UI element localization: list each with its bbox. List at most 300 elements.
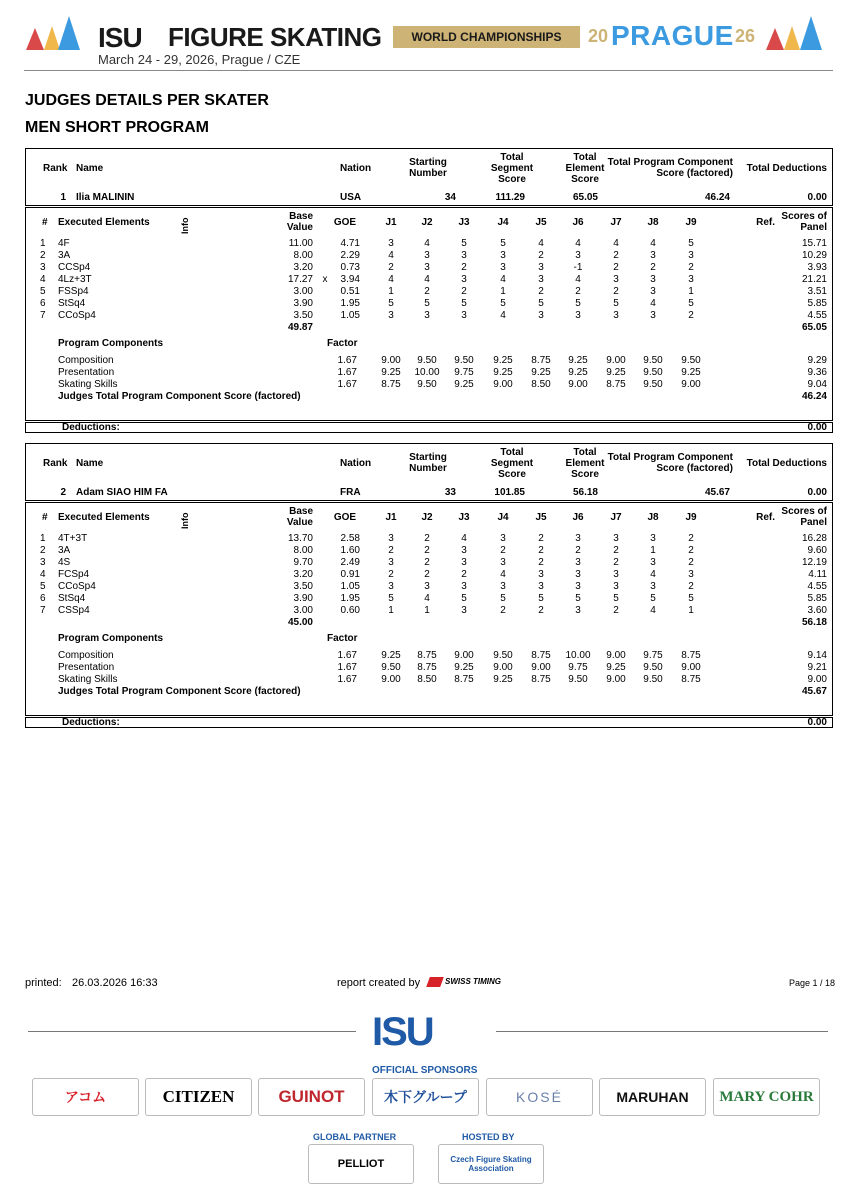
element-judge-score: 2 [424, 545, 430, 556]
element-judge-score: 4 [650, 298, 656, 309]
element-judge-score: 5 [461, 298, 467, 309]
component-judge-score: 9.50 [643, 379, 663, 390]
deductions-box [25, 422, 833, 433]
year-prefix: 20 [588, 26, 609, 46]
element-goe: 0.73 [340, 262, 360, 273]
element-panel-score: 4.55 [807, 310, 827, 321]
element-base-value: 11.00 [288, 238, 313, 249]
component-judge-score: 8.75 [417, 650, 437, 661]
component-judge-score: 9.25 [493, 367, 513, 378]
element-base-value: 3.00 [293, 605, 313, 616]
total-element-score: 56.18 [572, 487, 598, 498]
total-segment-score: 101.85 [494, 487, 525, 498]
element-judge-score: 3 [388, 581, 394, 592]
element-goe: 2.58 [340, 533, 360, 544]
element-judge-score: 4 [575, 238, 581, 249]
starting-number: 34 [444, 192, 456, 203]
brand-title: FIGURE SKATING [168, 22, 382, 52]
skater-nation: FRA [340, 487, 361, 498]
element-judge-score: 2 [688, 262, 694, 273]
element-judge-score: 3 [650, 557, 656, 568]
component-judge-score: 9.25 [681, 367, 701, 378]
component-judge-score: 9.50 [381, 662, 401, 673]
component-judge-score: 9.25 [381, 367, 401, 378]
element-judge-score: 2 [538, 533, 544, 544]
tes-header-3: Score [571, 174, 599, 185]
element-base-value: 3.50 [293, 310, 313, 321]
component-score: 9.04 [807, 379, 827, 390]
element-judge-score: 1 [688, 286, 694, 297]
element-code: 4T+3T [58, 533, 88, 544]
element-base-value: 3.00 [293, 286, 313, 297]
pcs-header: Total Program Component [607, 157, 733, 168]
element-judge-score: 4 [650, 569, 656, 580]
component-judge-score: 9.00 [454, 650, 474, 661]
judge-header: J4 [497, 512, 509, 523]
element-base-value: 8.00 [293, 545, 313, 556]
element-judge-score: -1 [573, 262, 583, 273]
element-judge-score: 5 [688, 593, 694, 604]
base-value-total: 45.00 [287, 617, 313, 628]
number-header: Number [409, 463, 447, 474]
element-judge-score: 2 [613, 605, 619, 616]
info-header: Info [180, 217, 190, 234]
element-index: 2 [40, 250, 46, 261]
element-judge-score: 3 [650, 286, 656, 297]
starting-header: Starting [409, 452, 447, 463]
name-header: Name [76, 163, 104, 174]
element-judge-score: 1 [500, 286, 506, 297]
element-judge-score: 3 [538, 274, 544, 285]
element-judge-score: 3 [388, 557, 394, 568]
element-judge-score: 3 [461, 557, 467, 568]
component-judge-score: 9.50 [417, 355, 437, 366]
element-judge-score: 2 [538, 605, 544, 616]
event-badge: WORLD CHAMPIONSHIPS [393, 26, 580, 48]
component-judge-score: 9.00 [606, 650, 626, 661]
element-judge-score: 4 [424, 593, 430, 604]
tss-header-3: Score [498, 174, 526, 185]
ded-header: Total Deductions [746, 163, 827, 174]
element-panel-score: 4.55 [807, 581, 827, 592]
element-index: 6 [40, 298, 46, 309]
element-panel-score: 3.93 [807, 262, 827, 273]
element-judge-score: 3 [538, 310, 544, 321]
element-judge-score: 4 [461, 533, 467, 544]
deductions-label: Deductions: [62, 422, 120, 433]
tss-header: Total [500, 447, 524, 458]
component-judge-score: 9.75 [643, 650, 663, 661]
element-judge-score: 3 [575, 533, 581, 544]
element-judge-score: 2 [575, 286, 581, 297]
total-pcs: 46.24 [704, 192, 730, 203]
element-judge-score: 4 [500, 274, 506, 285]
element-index: 7 [40, 605, 46, 616]
right-triangles-icon [766, 28, 784, 50]
component-judge-score: 8.50 [417, 674, 437, 685]
component-judge-score: 9.50 [454, 355, 474, 366]
base-value-header-2: Value [286, 222, 313, 233]
sponsor-kose: KOSÉ [486, 1078, 593, 1116]
element-judge-score: 5 [388, 298, 394, 309]
element-judge-score: 5 [538, 593, 544, 604]
tes-header-3: Score [571, 469, 599, 480]
element-goe: 1.95 [340, 298, 360, 309]
element-base-value: 3.20 [293, 262, 313, 273]
element-judge-score: 5 [688, 238, 694, 249]
component-name: Composition [58, 355, 114, 366]
judge-header: J4 [497, 217, 509, 228]
element-judge-score: 2 [688, 557, 694, 568]
info-header: Info [180, 512, 190, 529]
component-judge-score: 10.00 [414, 367, 440, 378]
skater-name: Ilia MALININ [76, 192, 135, 203]
element-base-value: 13.70 [287, 533, 313, 544]
element-judge-score: 3 [461, 310, 467, 321]
element-code: StSq4 [58, 593, 86, 604]
element-judge-score: 3 [688, 569, 694, 580]
executed-elements-header: Executed Elements [58, 512, 150, 523]
element-judge-score: 2 [424, 569, 430, 580]
element-judge-score: 2 [388, 262, 394, 273]
element-judge-score: 2 [688, 533, 694, 544]
element-judge-score: 3 [575, 569, 581, 580]
component-judge-score: 9.00 [606, 674, 626, 685]
scores-of-panel-header-2: Panel [800, 222, 827, 233]
judges-total-value: 45.67 [801, 686, 827, 697]
component-score: 9.29 [807, 355, 827, 366]
col-number-header: # [42, 217, 48, 228]
pcs-header-2: Score (factored) [656, 463, 733, 474]
component-judge-score: 9.25 [454, 662, 474, 673]
page-number: Page 1 / 18 [789, 978, 836, 988]
element-judge-score: 4 [424, 238, 430, 249]
element-judge-score: 3 [424, 250, 430, 261]
tes-total: 65.05 [801, 322, 827, 333]
pcs-header: Total Program Component [607, 452, 733, 463]
goe-header: GOE [333, 217, 357, 228]
element-code: 3A [58, 545, 71, 556]
element-judge-score: 5 [613, 298, 619, 309]
element-judge-score: 2 [424, 557, 430, 568]
element-goe: 1.05 [340, 310, 360, 321]
element-judge-score: 3 [388, 238, 394, 249]
component-name: Presentation [58, 662, 115, 673]
judge-header: J6 [572, 512, 584, 523]
total-deductions: 0.00 [807, 192, 827, 203]
swiss-timing-logo: SWISS TIMING [428, 977, 501, 987]
element-goe: 1.60 [340, 545, 360, 556]
component-factor: 1.67 [337, 379, 357, 390]
element-judge-score: 3 [500, 250, 506, 261]
element-judge-score: 2 [538, 250, 544, 261]
sponsor-maruhan: MARUHAN [599, 1078, 706, 1116]
element-judge-score: 4 [575, 274, 581, 285]
total-element-score: 65.05 [572, 192, 598, 203]
element-code: StSq4 [58, 298, 86, 309]
element-code: FCSp4 [58, 569, 90, 580]
element-judge-score: 5 [500, 238, 506, 249]
element-judge-score: 2 [613, 250, 619, 261]
executed-elements-header: Executed Elements [58, 217, 150, 228]
component-judge-score: 8.75 [381, 379, 401, 390]
isu-footer-logo: ISU [372, 1010, 433, 1054]
element-goe: 1.95 [340, 593, 360, 604]
element-panel-score: 9.60 [807, 545, 827, 556]
component-name: Skating Skills [58, 379, 118, 390]
judge-header: J1 [385, 217, 397, 228]
element-goe: 0.91 [340, 569, 360, 580]
element-judge-score: 3 [688, 274, 694, 285]
component-judge-score: 9.25 [381, 650, 401, 661]
element-judge-score: 3 [538, 581, 544, 592]
number-header: Number [409, 168, 447, 179]
element-judge-score: 3 [500, 533, 506, 544]
element-judge-score: 3 [650, 581, 656, 592]
sponsor-acom: アコム [32, 1078, 139, 1116]
element-index: 1 [40, 238, 46, 249]
judge-header: J2 [421, 217, 433, 228]
component-judge-score: 8.75 [681, 674, 701, 685]
element-judge-score: 2 [538, 286, 544, 297]
base-value-header-2: Value [286, 517, 313, 528]
element-judge-score: 5 [424, 298, 430, 309]
element-base-value: 17.27 [287, 274, 313, 285]
ref-header: Ref. [756, 217, 775, 228]
component-judge-score: 9.00 [568, 379, 588, 390]
element-judge-score: 2 [688, 545, 694, 556]
pcs-header-2: Score (factored) [656, 168, 733, 179]
element-judge-score: 5 [575, 593, 581, 604]
official-sponsors-label: OFFICIAL SPONSORS [372, 1065, 478, 1076]
hosted-by-label: HOSTED BY [462, 1132, 515, 1142]
component-judge-score: 9.75 [568, 662, 588, 673]
element-judge-score: 3 [461, 274, 467, 285]
element-judge-score: 4 [613, 238, 619, 249]
element-code: 4F [58, 238, 70, 249]
component-factor: 1.67 [337, 367, 357, 378]
deductions-label: Deductions: [62, 717, 120, 728]
component-judge-score: 9.50 [643, 674, 663, 685]
element-base-value: 3.20 [293, 569, 313, 580]
event-dates: March 24 - 29, 2026, Prague / CZE [98, 52, 301, 67]
partner-pelliot: PELLIOT [308, 1144, 414, 1184]
element-judge-score: 2 [688, 310, 694, 321]
element-judge-score: 5 [500, 593, 506, 604]
element-judge-score: 3 [575, 581, 581, 592]
element-base-value: 9.70 [293, 557, 313, 568]
element-judge-score: 3 [650, 533, 656, 544]
element-judge-score: 2 [461, 262, 467, 273]
component-judge-score: 9.50 [568, 674, 588, 685]
element-index: 3 [40, 557, 46, 568]
element-panel-score: 12.19 [801, 557, 827, 568]
element-judge-score: 4 [650, 238, 656, 249]
judges-total-label: Judges Total Program Component Score (factored) [58, 391, 301, 402]
component-judge-score: 8.75 [531, 355, 551, 366]
element-panel-score: 16.28 [801, 533, 827, 544]
tss-header-2: Segment [490, 458, 534, 469]
component-judge-score: 9.50 [643, 355, 663, 366]
element-judge-score: 3 [575, 250, 581, 261]
component-judge-score: 9.00 [381, 674, 401, 685]
component-judge-score: 9.75 [454, 367, 474, 378]
col-number-header: # [42, 512, 48, 523]
element-judge-score: 1 [650, 545, 656, 556]
sponsor-guinot: GUINOT [258, 1078, 365, 1116]
component-name: Presentation [58, 367, 115, 378]
starting-number: 33 [444, 487, 456, 498]
element-index: 7 [40, 310, 46, 321]
global-partner-label: GLOBAL PARTNER [313, 1132, 397, 1142]
element-index: 4 [40, 274, 46, 285]
element-judge-score: 5 [575, 298, 581, 309]
element-index: 5 [40, 286, 46, 297]
element-judge-score: 2 [424, 286, 430, 297]
element-judge-score: 3 [500, 557, 506, 568]
element-judge-score: 4 [538, 238, 544, 249]
starting-header: Starting [409, 157, 447, 168]
element-index: 6 [40, 593, 46, 604]
element-judge-score: 3 [461, 250, 467, 261]
element-judge-score: 3 [575, 557, 581, 568]
element-goe: 1.05 [340, 581, 360, 592]
element-goe: 0.60 [340, 605, 360, 616]
component-judge-score: 9.00 [531, 662, 551, 673]
tes-total: 56.18 [801, 617, 827, 628]
judge-header: J8 [647, 512, 659, 523]
scores-of-panel-header-2: Panel [800, 517, 827, 528]
element-judge-score: 3 [424, 310, 430, 321]
segment-title: MEN SHORT PROGRAM [25, 119, 209, 136]
component-judge-score: 9.00 [493, 662, 513, 673]
component-judge-score: 9.50 [681, 355, 701, 366]
element-judge-score: 2 [688, 581, 694, 592]
tss-header-3: Score [498, 469, 526, 480]
element-judge-score: 3 [500, 262, 506, 273]
element-judge-score: 3 [688, 250, 694, 261]
report-created: report created by [337, 977, 421, 989]
element-judge-score: 3 [461, 581, 467, 592]
judge-header: J5 [535, 217, 547, 228]
doc-title: JUDGES DETAILS PER SKATER [25, 92, 269, 109]
element-judge-score: 2 [500, 605, 506, 616]
element-index: 2 [40, 545, 46, 556]
component-judge-score: 9.00 [381, 355, 401, 366]
element-judge-score: 1 [388, 605, 394, 616]
component-score: 9.00 [807, 674, 827, 685]
year-suffix: 26 [735, 26, 756, 46]
base-value-total: 49.87 [287, 322, 313, 333]
element-judge-score: 5 [613, 593, 619, 604]
left-triangles-icon [26, 28, 44, 50]
element-code: 4S [58, 557, 71, 568]
component-score: 9.14 [807, 650, 827, 661]
element-judge-score: 2 [538, 545, 544, 556]
component-judge-score: 9.25 [493, 355, 513, 366]
component-factor: 1.67 [337, 662, 357, 673]
element-goe: 3.94 [340, 274, 360, 285]
tes-header-2: Element [565, 458, 605, 469]
judges-total-label: Judges Total Program Component Score (factored) [58, 686, 301, 697]
element-code: CSSp4 [58, 605, 90, 616]
element-judge-score: 4 [388, 274, 394, 285]
element-judge-score: 3 [575, 310, 581, 321]
element-panel-score: 3.51 [807, 286, 827, 297]
element-judge-score: 3 [613, 569, 619, 580]
component-judge-score: 9.50 [493, 650, 513, 661]
program-components-header: Program Components [58, 633, 164, 644]
deductions-box [25, 717, 833, 728]
rank-header: Rank [43, 163, 68, 174]
deductions-value: 0.00 [807, 422, 827, 433]
element-code: 4Lz+3T [58, 274, 92, 285]
tss-header-2: Segment [490, 163, 534, 174]
component-name: Composition [58, 650, 114, 661]
name-header: Name [76, 458, 104, 469]
component-score: 9.21 [807, 662, 827, 673]
element-judge-score: 2 [650, 262, 656, 273]
element-judge-score: 1 [688, 605, 694, 616]
printed-label: printed: [25, 977, 62, 989]
element-judge-score: 2 [613, 262, 619, 273]
element-judge-score: 2 [500, 545, 506, 556]
nation-header: Nation [340, 458, 372, 469]
element-panel-score: 5.85 [807, 298, 827, 309]
skater-rank: 1 [60, 192, 66, 203]
total-segment-score: 111.29 [495, 192, 525, 203]
element-judge-score: 3 [424, 262, 430, 273]
element-judge-score: 2 [613, 286, 619, 297]
element-panel-score: 15.71 [801, 238, 827, 249]
element-judge-score: 5 [461, 238, 467, 249]
judge-header: J3 [458, 217, 470, 228]
isu-logo: ISU [98, 22, 142, 53]
component-judge-score: 8.75 [531, 674, 551, 685]
skater-rank: 2 [60, 487, 66, 498]
element-judge-score: 4 [650, 605, 656, 616]
factor-header: Factor [327, 338, 358, 349]
element-judge-score: 2 [388, 545, 394, 556]
element-judge-score: 5 [538, 298, 544, 309]
element-judge-score: 3 [461, 605, 467, 616]
component-judge-score: 9.00 [493, 379, 513, 390]
element-judge-score: 2 [461, 569, 467, 580]
total-pcs: 45.67 [704, 487, 730, 498]
element-panel-score: 21.21 [801, 274, 827, 285]
element-bonus-marker: x [322, 274, 328, 285]
element-judge-score: 1 [424, 605, 430, 616]
judge-header: J9 [685, 217, 697, 228]
element-panel-score: 5.85 [807, 593, 827, 604]
judge-header: J3 [458, 512, 470, 523]
tss-header: Total [500, 152, 524, 163]
element-base-value: 3.90 [293, 593, 313, 604]
nation-header: Nation [340, 163, 372, 174]
element-code: CCoSp4 [58, 581, 96, 592]
rank-header: Rank [43, 458, 68, 469]
element-goe: 0.51 [340, 286, 360, 297]
component-judge-score: 8.75 [454, 674, 474, 685]
element-judge-score: 2 [538, 557, 544, 568]
city-name: PRAGUE [611, 20, 734, 51]
base-value-header: Base [289, 211, 313, 222]
component-judge-score: 9.25 [454, 379, 474, 390]
scores-of-panel-header: Scores of [781, 506, 827, 517]
component-name: Skating Skills [58, 674, 118, 685]
ded-header: Total Deductions [746, 458, 827, 469]
component-judge-score: 8.75 [417, 662, 437, 673]
